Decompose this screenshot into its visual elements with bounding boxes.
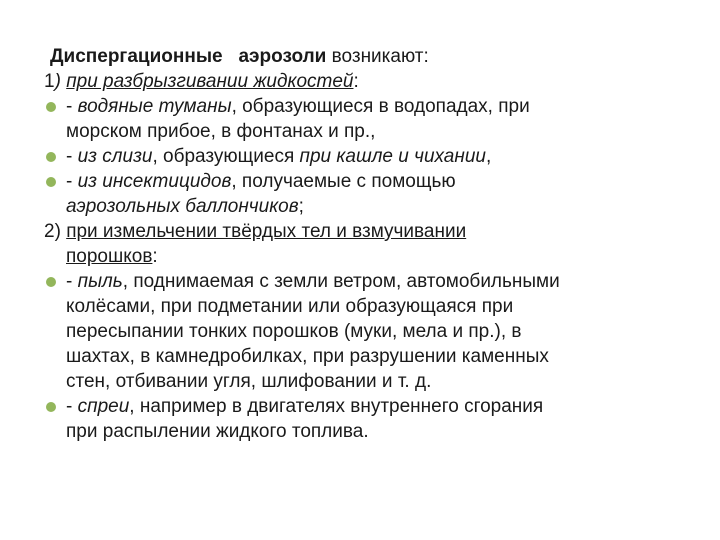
section-2-number: 2) [44,221,61,242]
bullet-dot-icon [46,152,56,162]
heading-term-dispersion: Диспергационные [50,46,223,67]
section-2-colon: : [152,246,158,267]
heading-rest: возникают: [326,46,429,67]
bullet-mucus [44,144,704,169]
bullet-term: из слизи [77,146,153,167]
bullet-text: , образующиеся [152,146,300,167]
section-2-title-text: при измельчении твёрдых тел и взмучивании [66,221,467,242]
heading [44,44,704,69]
bullet-dot-icon [46,277,56,287]
section-1-title-text: при разбрызгивании жидкостей [66,71,354,92]
bullet-insecticides [44,169,704,219]
section-2-title [44,219,704,269]
bullet-text-line: шахтах, в камнедробилках, при разрушении каменных [66,346,549,367]
bullet-end: , [485,146,492,167]
bullet-dot-icon [46,402,56,412]
slide-content [44,44,704,444]
bullet-dash: - [66,271,78,292]
bullet-dot-icon [46,102,56,112]
bullet-term: из инсектицидов [77,171,232,192]
bullet-term-2: аэрозольных баллончиков [66,196,299,217]
section-1-title: 1) при разбрызгивании жидкостей: [44,71,359,92]
section-2-title-line-2 [44,244,704,269]
bullet-text-line: колёсами, при подметании или образующаяся при [66,296,514,317]
bullet-water-fogs [44,94,704,144]
bullet-text-line: пересыпании тонких порошков (муки, мела и пр.), в [66,321,522,342]
bullet-term: пыль [77,271,123,292]
bullet-text: , получаемые с помощью [231,171,456,192]
section-1-paren: ) [54,71,61,92]
bullet-text-line [66,194,704,219]
heading-term-aerosols: аэрозоли [238,46,327,67]
bullet-text-line: стен, отбивании угля, шлифовании и т. д. [66,371,432,392]
bullet-dash: - [66,171,78,192]
bullet-term-2: при кашле и чихании [299,146,486,167]
bullet-dash: - [66,96,78,117]
section-1-colon: : [353,71,359,92]
bullet-dash: - [66,146,78,167]
bullet-term: водяные туманы [77,96,232,117]
bullet-text-line: при распылении жидкого топлива. [66,421,369,442]
bullet-text: , например в двигателях внутреннего сгорания [129,396,544,417]
bullet-text: , поднимаемая с земли ветром, автомобильными [122,271,560,292]
bullet-sprays [44,394,704,444]
bullet-dot-icon [46,177,56,187]
bullet-dust [44,269,704,394]
bullet-dash: - [66,396,78,417]
bullet-text: , образующиеся в водопадах, при [231,96,530,117]
bullet-end: ; [298,196,304,217]
bullet-term: спреи [77,396,130,417]
bullet-text-line: морском прибое, в фонтанах и пр., [66,121,376,142]
section-2-title-text-2: порошков [66,246,153,267]
